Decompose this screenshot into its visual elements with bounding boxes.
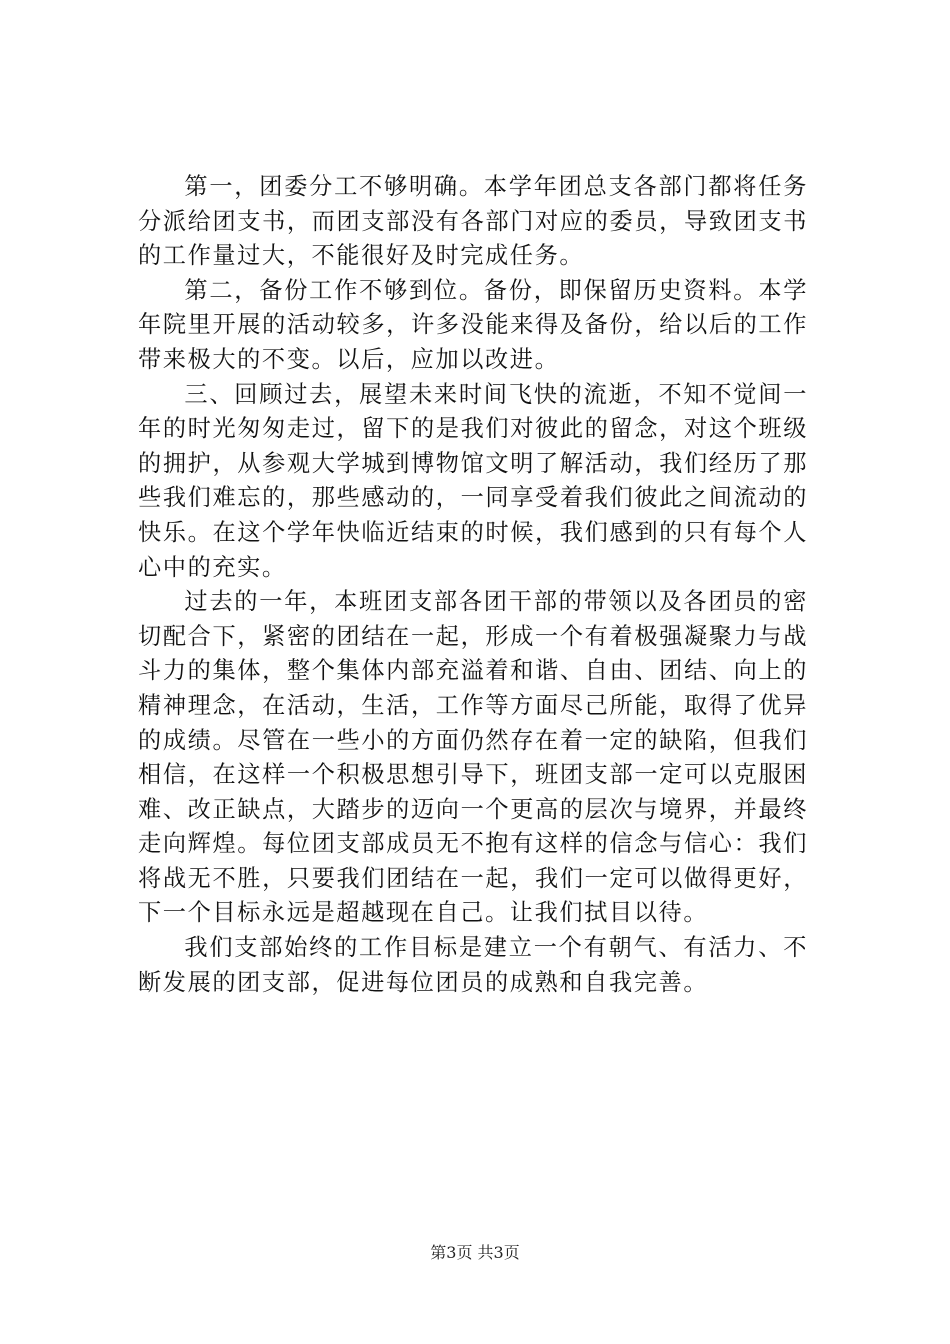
paragraph-3: 三、回顾过去，展望未来时间飞快的流逝，不知不觉间一年的时光匆匆走过，留下的是我们对彼此的留念，对这个班级的拥护，从参观大学城到博物馆文明了解活动，我们经历了那些我们难忘的，那些感动的，一同享受着我们彼此之间流动的快乐。在这个学年快临近结束的时候，我们感到的只有每个人心中的充实。 [138,380,808,581]
paragraph-5: 我们支部始终的工作目标是建立一个有朝气、有活力、不断发展的团支部，促进每位团员的成熟和自我完善。 [138,934,808,996]
paragraph-2: 第二，备份工作不够到位。备份，即保留历史资料。本学年院里开展的活动较多，许多没能来得及备份，给以后的工作带来极大的不变。以后，应加以改进。 [138,276,808,373]
paragraph-4: 过去的一年，本班团支部各团干部的带领以及各团员的密切配合下，紧密的团结在一起，形成一个有着极强凝聚力与战斗力的集体，整个集体内部充溢着和谐、自由、团结、向上的精神理念，在活动，生活，工作等方面尽己所能，取得了优异的成绩。尽管在一些小的方面仍然存在着一定的缺陷，但我们相信，在这样一个积极思想引导下，班团支部一定可以克服困难、改正缺点，大踏步的迈向一个更高的层次与境界，并最终走向辉煌。每位团支部成员无不抱有这样的信念与信心：我们将战无不胜，只要我们团结在一起，我们一定可以做得更好，下一个目标永远是超越现在自己。让我们拭目以待。 [138,588,808,927]
document-body [138,170,808,1000]
page-footer: 第3页 共3页 [430,1243,520,1262]
paragraph-1: 第一，团委分工不够明确。本学年团总支各部门都将任务分派给团支书，而团支部没有各部门对应的委员，导致团支书的工作量过大，不能很好及时完成任务。 [138,173,808,270]
